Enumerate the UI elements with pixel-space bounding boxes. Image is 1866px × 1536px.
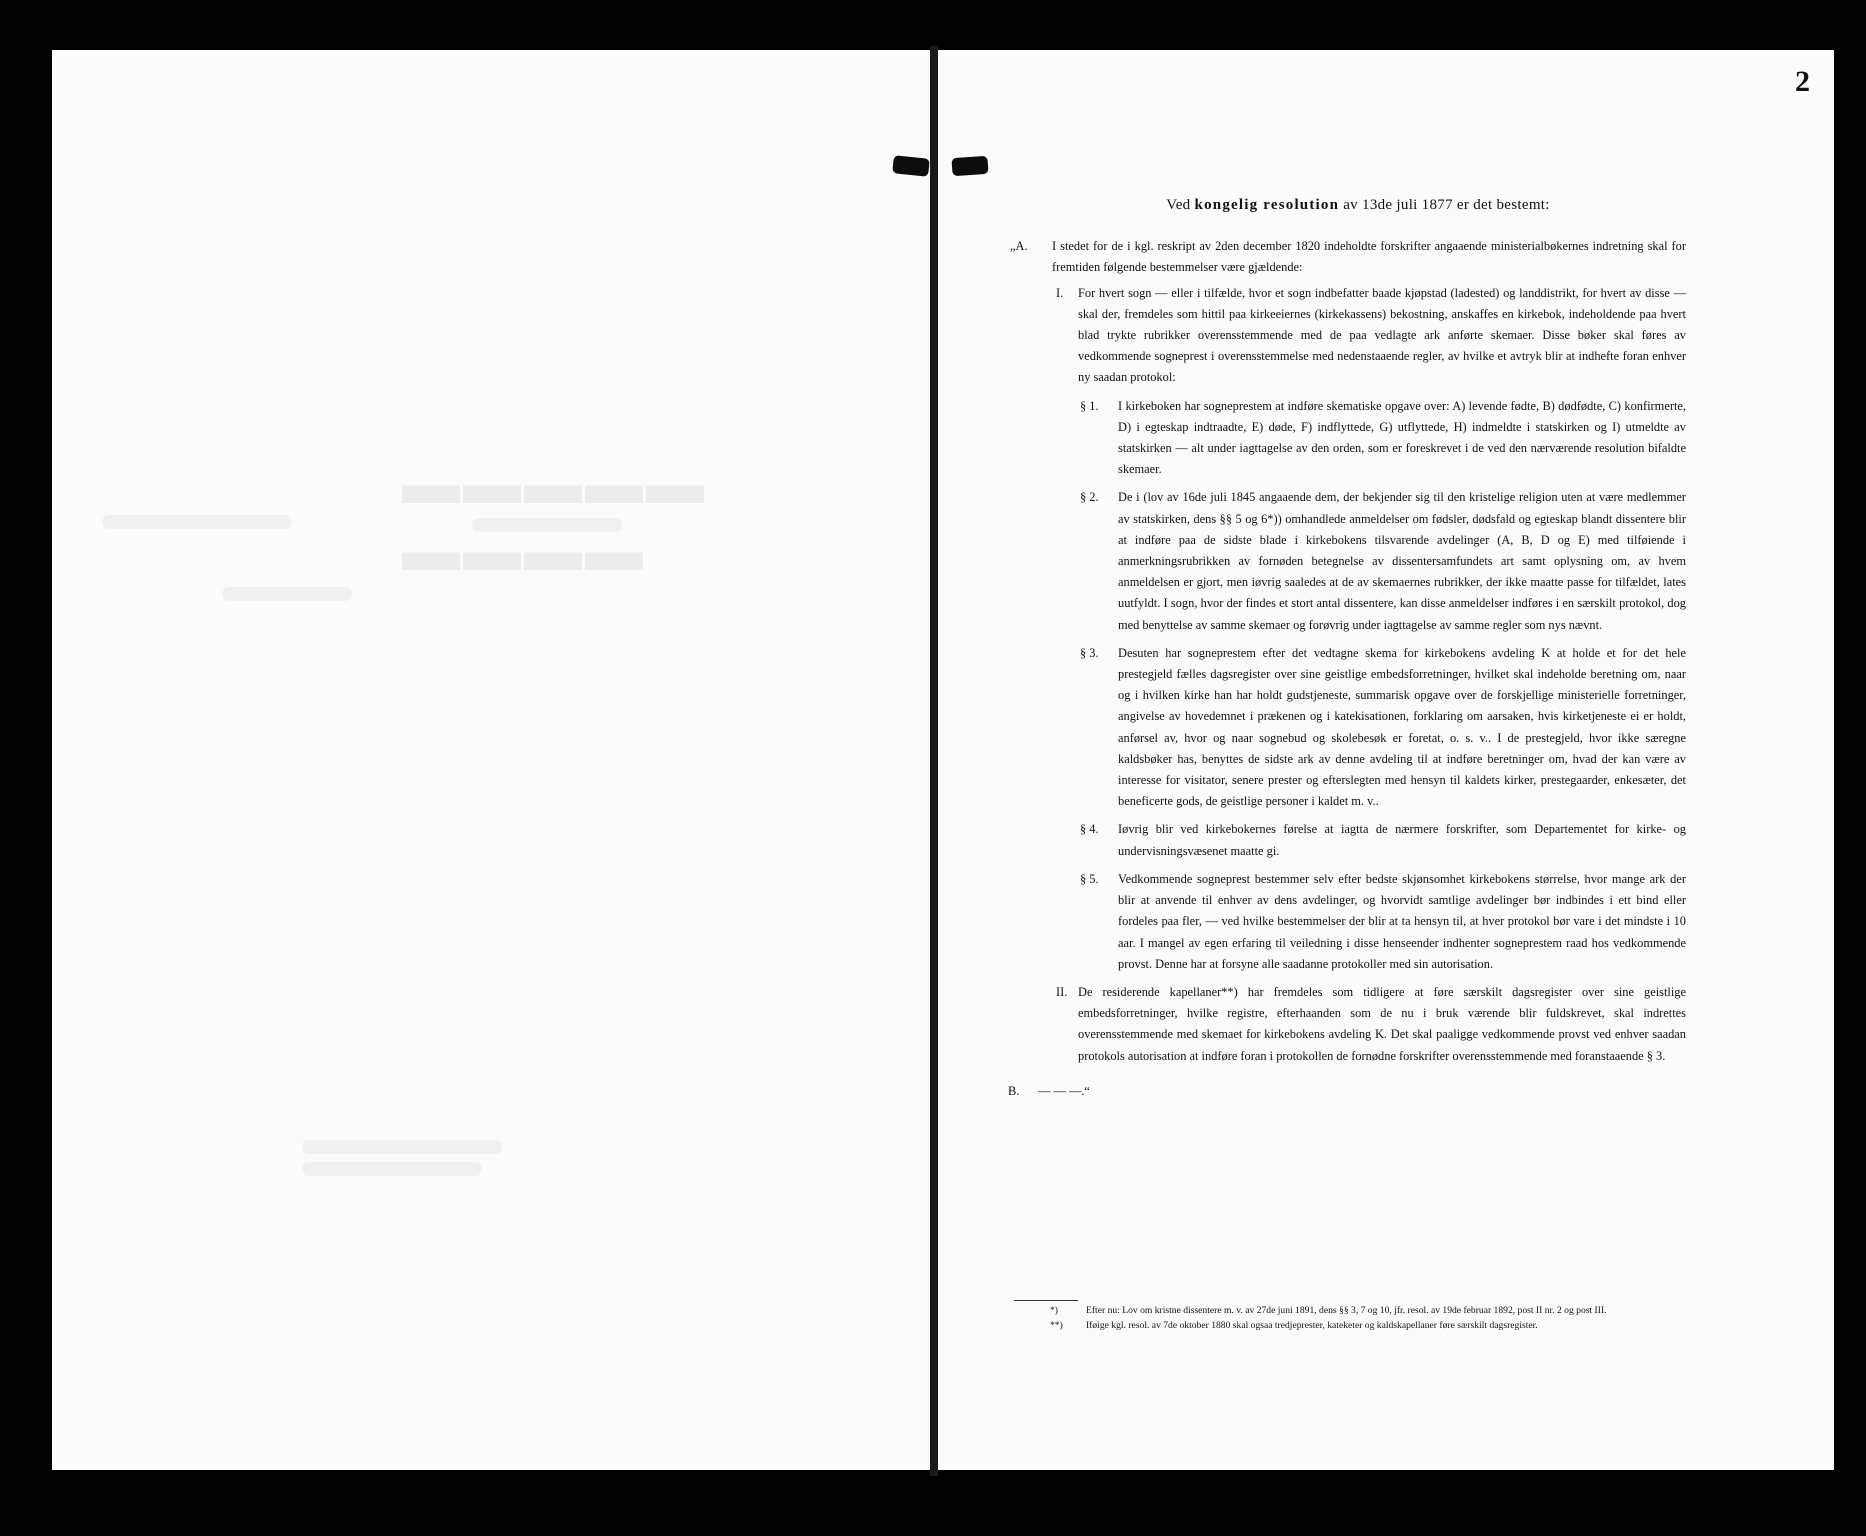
footnote-rule: [1014, 1300, 1078, 1301]
footnotes: [1030, 1300, 1722, 1333]
section-a-text: I stedet for de i kgl. reskript av 2den december 1820 indeholdte forskrifter angaaende ministerialbøkernes indretning skal for fremtiden følgende bestemmelser være gjældende:: [1052, 239, 1686, 275]
section-b-label: B.: [1008, 1083, 1020, 1098]
bleed-through-title: ▬▬▬▬▬ ▬▬▬▬: [402, 451, 707, 583]
footnote-mark: *): [1050, 1305, 1058, 1316]
section-a: [1010, 236, 1686, 278]
paragraph: [1030, 819, 1686, 861]
paragraph: [1030, 869, 1686, 975]
bleed-through-line: [302, 1140, 502, 1154]
bleed-through-line: [102, 515, 292, 529]
section-a-label: „A.: [1010, 239, 1028, 254]
roman-label: II.: [1056, 984, 1068, 999]
paragraph-text: Desuten har sogneprestem efter det vedtagne skema for kirkebokens avdeling K at holde et for det hele prestegjeld fælles dagsregister over sine geistlige embedsforretninger, hvilket skal indeholde beretning om, naar og i hvilken kirke han har holdt gudstjeneste, summarisk opgave over de forskjellige ministerielle forretninger, angivelse av hovedemnet i prækenen og i katekisationen, forklaring om aarsaken, hvis kirketjeneste ei er holdt, anførsel av, hvor og naar sognebud og skolebesøk er foretat, o. s. v.. I de prestegjeld, hvor ikke særegne kaldsbøker has, benyttes de sidste ark av denne avdeling til at indføre beretninger om, hvad der kan være av interesse for visitator, senere prester og efterslegten med hensyn til kaldets kirker, prestegaarder, enkesæter, det beneficerte gods, de geistlige personer i kaldet m. v..: [1118, 645, 1686, 809]
heading-pre: Ved: [1166, 197, 1195, 213]
resolution-heading: [1030, 195, 1686, 216]
roman-text: For hvert sogn — eller i tilfælde, hvor et sogn indbefatter baade kjøpstad (ladested) og landdistrikt, for hvert av disse — skal der, fremdeles som hittil paa kirkeeiernes (kirkekassens) bekostning, anskaffes en kirkebok, indeholdende paa hvert blad trykte rubrikker overensstemmende med de paa vedlagte ark anførte skemaer. Disse bøker skal føres av vedkommende sogneprest i overensstemmelse med nedenstaaende regler, av hvilke et avtryk blir at indhefte foran enhver ny saadan protokol:: [1078, 285, 1686, 385]
paragraph-label: § 5.: [1080, 871, 1099, 886]
footnote-text: Iføige kgl. resol. av 7de oktober 1880 skal ogsaa tredjeprester, kateketer og kaldskapellaner føre særskilt dagsregister.: [1086, 1320, 1538, 1331]
bleed-through-line: [302, 1162, 482, 1176]
binding-clip: [892, 155, 930, 177]
bleed-through-line: [472, 518, 622, 532]
section-a-II: [1030, 982, 1686, 1067]
paragraph-text: Iøvrig blir ved kirkebokernes førelse at iagtta de nærmere forskrifter, som Departementet for kirke- og undervisningsvæsenet maatte gi.: [1118, 822, 1686, 858]
binding-clip: [951, 156, 988, 176]
section-a-I: [1030, 283, 1686, 389]
footnote: [1030, 1318, 1722, 1333]
paragraph-text: De i (lov av 16de juli 1845 angaaende dem, der bekjender sig til den kristelige religion uten at være medlemmer av statskirken, dens §§ 5 og 6*)) omhandlede anmeldelser om fødsler, dødsfald og egteskap blandt dissentere blir at indføre paa de sidste blade i kirkebokens tilsvarende avdelinger (A, B, D og E) med tilføiende i anmerkningsrubrikken av fornøden betegnelse av dissentersamfundets art samt oplysning om, av hvem anmeldelsen er gjort, men iøvrig saaledes at de av skemaernes rubrikker, der ikke maatte passe for tilfældet, lates uutfyldt. I sogn, hvor der findes et stort antal dissentere, kan disse anmeldelser indføres i en særskilt protokol, dog med benyttelse av samme skemaer og forøvrig under iagttagelse av samme regler som nys nævnt.: [1118, 490, 1686, 632]
page-number: 2: [1795, 65, 1810, 98]
paragraph-label: § 2.: [1080, 490, 1099, 505]
roman-text: De residerende kapellaner**) har fremdeles som tidligere at føre særskilt dagsregister over sine geistlige embedsforretninger, hvilke registre, efterhaanden som de nu i bruk værende blir fuldskrevet, skal indrettes overensstemmende med skemaet for kirkebokens avdeling K. Det skal paaligge vedkommende provst ved enhver saadan protokols autorisation at indføre foran i protokollen de fornødne forskrifter overensstemmende med foranstaaende § 3.: [1078, 984, 1686, 1063]
section-b-text: — — —.“: [1037, 1083, 1090, 1098]
footnote: [1030, 1303, 1722, 1318]
left-page: [52, 50, 930, 1470]
paragraph: [1030, 487, 1686, 635]
paragraph-label: § 4.: [1080, 822, 1099, 837]
paragraph-text: Vedkommende sogneprest bestemmer selv efter bedste skjønsomhet kirkebokens størrelse, hvor mange ark der blir at anvende til enhver av dens avdelinger, og hvorvidt samtlige avdelinger bør indbindes i ett bind eller fordeles paa fler, — ved hvilke bestemmelser der blir at ta hensyn til, at hver protokol bør vare i det mindste i 10 aar. I mangel av egen erfaring til veiledning i disse henseender indhenter sogneprestem raad hos vedkommende provst. Denne har at forsyne alle saadanne protokoller med sin autorisation.: [1118, 871, 1686, 971]
paragraph-label: § 3.: [1080, 645, 1099, 660]
heading-post: av 13de juli 1877 er det bestemt:: [1339, 197, 1550, 213]
section-b: [1008, 1081, 1686, 1102]
paragraph-text: I kirkeboken har sogneprestem at indføre skematiske opgave over: A) levende fødte, B) dødfødte, C) konfirmerte, D) i egteskap indtraadte, E) døde, F) indflyttede, G) utflyttede, H) indmeldte i statskirken og I) utmeldte av statskirken — alt under iagttagelse av den orden, som er foreskrevet i de ved den nærværende resolution bifaldte skemaer.: [1118, 398, 1686, 477]
paragraph-label: § 1.: [1080, 398, 1099, 413]
footnote-mark: **): [1050, 1320, 1063, 1331]
paragraph: [1030, 643, 1686, 813]
resolution-text: [1008, 195, 1686, 1102]
bleed-through-line: [222, 587, 352, 601]
paragraph: [1030, 396, 1686, 481]
footnote-text: Efter nu: Lov om kristne dissentere m. v. av 27de juni 1891, dens §§ 3, 7 og 10, jfr. resol. av 19de februar 1892, post II nr. 2 og post III.: [1086, 1305, 1607, 1316]
roman-label: I.: [1056, 285, 1064, 300]
book-spine: [930, 46, 938, 1476]
heading-spaced: kongelig resolution: [1194, 197, 1340, 213]
